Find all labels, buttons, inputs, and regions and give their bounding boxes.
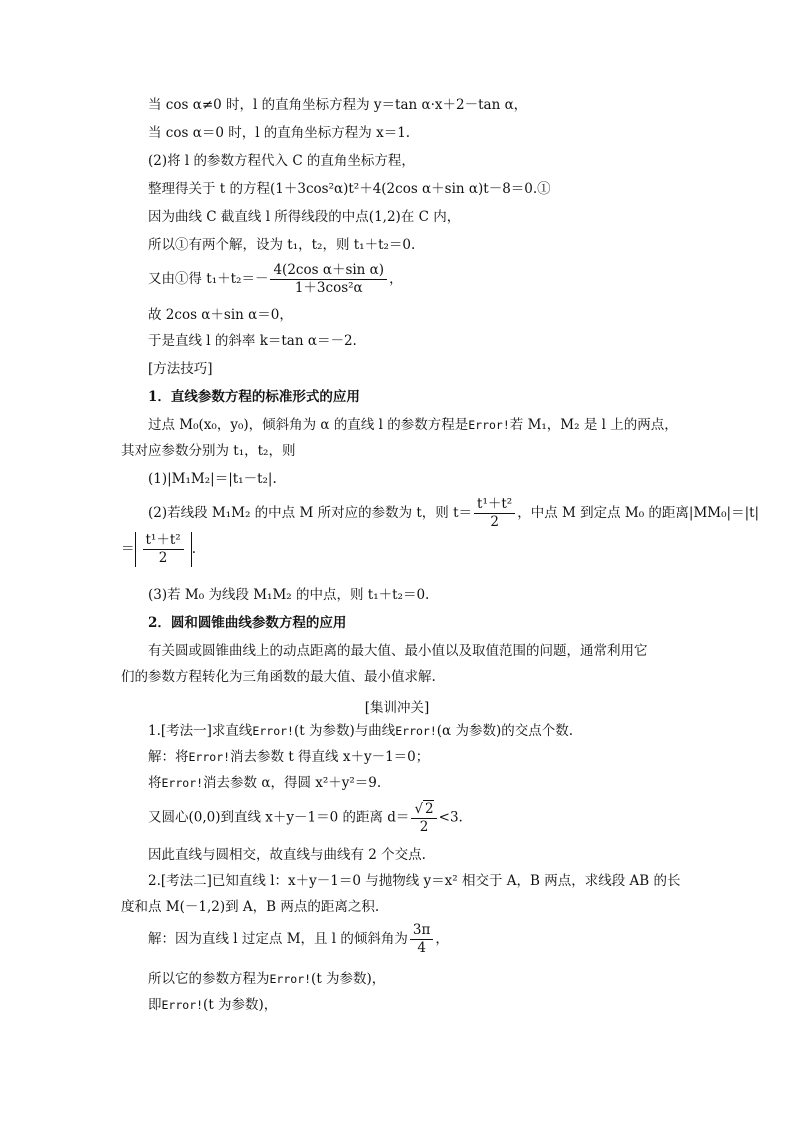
fraction bbox=[143, 532, 184, 567]
error-marker: Error! bbox=[188, 750, 231, 764]
text-line: (1)|M₁M₂|＝|t₁－t₂|. bbox=[148, 471, 277, 487]
formula-prefix: 又由①得 t₁＋t₂＝－ bbox=[148, 271, 269, 287]
sqrt-radicand: 2 bbox=[425, 801, 434, 817]
text-line: 当 cos α＝0 时，l 的直角坐标方程为 x＝1. bbox=[148, 125, 411, 141]
fraction-denominator: 4 bbox=[417, 940, 426, 956]
text-line: (2)将 l 的参数方程代入 C 的直角坐标方程， bbox=[148, 153, 415, 169]
fraction-numerator: 4(2cos α＋sin α) bbox=[270, 262, 387, 280]
text-segment: 即 bbox=[148, 997, 162, 1013]
text-segment: (t 为参数)， bbox=[311, 971, 386, 987]
fraction-numerator: t¹＋t² bbox=[143, 532, 184, 550]
formula-line bbox=[148, 922, 449, 957]
text-line: 故 2cos α＋sin α＝0， bbox=[148, 307, 293, 323]
text-line: 于是直线 l 的斜率 k＝tan α＝－2. bbox=[148, 333, 357, 349]
text-line: 们的参数方程转化为三角函数的最大值、最小值求解. bbox=[121, 669, 436, 685]
text-line bbox=[148, 996, 277, 1014]
text-line bbox=[148, 416, 678, 434]
formula-line bbox=[148, 800, 463, 836]
subsection-heading: 2．圆和圆锥曲线参数方程的应用 bbox=[148, 615, 347, 631]
formula-line bbox=[121, 532, 196, 567]
question-line bbox=[148, 722, 573, 740]
formula-suffix: ， bbox=[435, 931, 449, 947]
error-marker: Error! bbox=[395, 724, 437, 738]
text-segment: 所以它的参数方程为 bbox=[148, 971, 270, 987]
text-segment: 若 M₁，M₂ 是 l 上的两点， bbox=[509, 417, 678, 433]
fraction-denominator: 2 bbox=[419, 819, 429, 835]
absolute-value bbox=[135, 532, 192, 567]
text-segment: 消去参数 α，得圆 x²＋y²＝9. bbox=[203, 775, 382, 791]
fraction-numerator: 3π bbox=[410, 922, 433, 940]
text-line: 整理得关于 t 的方程(1＋3cos²α)t²＋4(2cos α＋sin α)t－8＝0.① bbox=[148, 181, 551, 197]
sqrt-icon: √ bbox=[414, 801, 424, 817]
formula-suffix: ，中点 M 到定点 M₀ 的距离|MM₀|＝|t| bbox=[517, 505, 760, 521]
section-heading: [集训冲关] bbox=[364, 700, 430, 716]
text-segment: 过点 M₀(x₀，y₀)，倾斜角为 α 的直线 l 的参数方程是 bbox=[148, 417, 469, 433]
formula-suffix: . bbox=[191, 541, 196, 557]
text-segment: (t 为参数)与曲线 bbox=[293, 723, 396, 739]
subsection-heading: 1．直线参数方程的标准形式的应用 bbox=[148, 389, 360, 405]
fraction-denominator: 2 bbox=[490, 514, 499, 530]
formula-line bbox=[148, 262, 403, 297]
text-line bbox=[148, 774, 381, 792]
text-segment: 将 bbox=[148, 775, 162, 791]
text-line bbox=[148, 970, 385, 988]
fraction-denominator: 1＋3cos²α bbox=[294, 280, 363, 296]
text-segment: 1.[考法一]求直线 bbox=[148, 723, 253, 739]
formula-prefix: ＝ bbox=[121, 541, 135, 557]
fraction bbox=[410, 922, 433, 957]
formula-prefix: 解：因为直线 l 过定点 M，且 l 的倾斜角为 bbox=[148, 931, 408, 947]
error-marker: Error! bbox=[161, 776, 204, 790]
text-segment: (t 为参数)， bbox=[203, 997, 278, 1013]
text-line: 其对应参数分别为 t₁，t₂，则 bbox=[121, 443, 296, 459]
text-segment: 解：将 bbox=[148, 749, 189, 765]
text-segment: 消去参数 t 得直线 x＋y－1＝0； bbox=[230, 749, 430, 765]
text-line: (3)若 M₀ 为线段 M₁M₂ 的中点，则 t₁＋t₂＝0. bbox=[148, 587, 430, 603]
text-line: 有关圆或圆锥曲线上的动点距离的最大值、最小值以及取值范围的问题，通常利用它 bbox=[148, 643, 648, 659]
fraction bbox=[270, 262, 387, 297]
text-line bbox=[148, 748, 429, 766]
formula-prefix: 又圆心(0,0)到直线 x＋y－1＝0 的距离 d＝ bbox=[148, 809, 410, 826]
error-marker: Error! bbox=[252, 724, 294, 738]
text-line: 因为曲线 C 截直线 l 所得线段的中点(1,2)在 C 内， bbox=[148, 209, 461, 225]
text-segment: (α 为参数)的交点个数. bbox=[436, 723, 573, 739]
formula-line bbox=[148, 496, 759, 531]
fraction-numerator bbox=[411, 800, 436, 819]
error-marker: Error! bbox=[161, 998, 204, 1012]
error-marker: Error! bbox=[468, 418, 510, 432]
fraction bbox=[411, 800, 436, 836]
text-line: 当 cos α≠0 时，l 的直角坐标方程为 y＝tan α·x＋2－tan α， bbox=[148, 97, 528, 113]
formula-suffix: <3. bbox=[438, 809, 463, 826]
question-line: 度和点 M(－1,2)到 A，B 两点的距离之积. bbox=[121, 899, 380, 915]
question-line: 2.[考法二]已知直线 l：x＋y－1＝0 与抛物线 y＝x² 相交于 A，B 两点，求线段 AB 的长 bbox=[148, 873, 681, 889]
section-heading: [方法技巧] bbox=[148, 361, 213, 377]
text-line: 因此直线与圆相交，故直线与曲线有 2 个交点. bbox=[148, 847, 426, 863]
text-line: 所以①有两个解，设为 t₁，t₂，则 t₁＋t₂＝0. bbox=[148, 237, 416, 253]
fraction-numerator: t¹＋t² bbox=[474, 496, 515, 514]
error-marker: Error! bbox=[269, 972, 312, 986]
formula-suffix: ， bbox=[389, 271, 403, 287]
fraction-denominator: 2 bbox=[158, 550, 168, 566]
formula-prefix: (2)若线段 M₁M₂ 的中点 M 所对应的参数为 t，则 t＝ bbox=[148, 505, 473, 521]
fraction bbox=[474, 496, 515, 531]
